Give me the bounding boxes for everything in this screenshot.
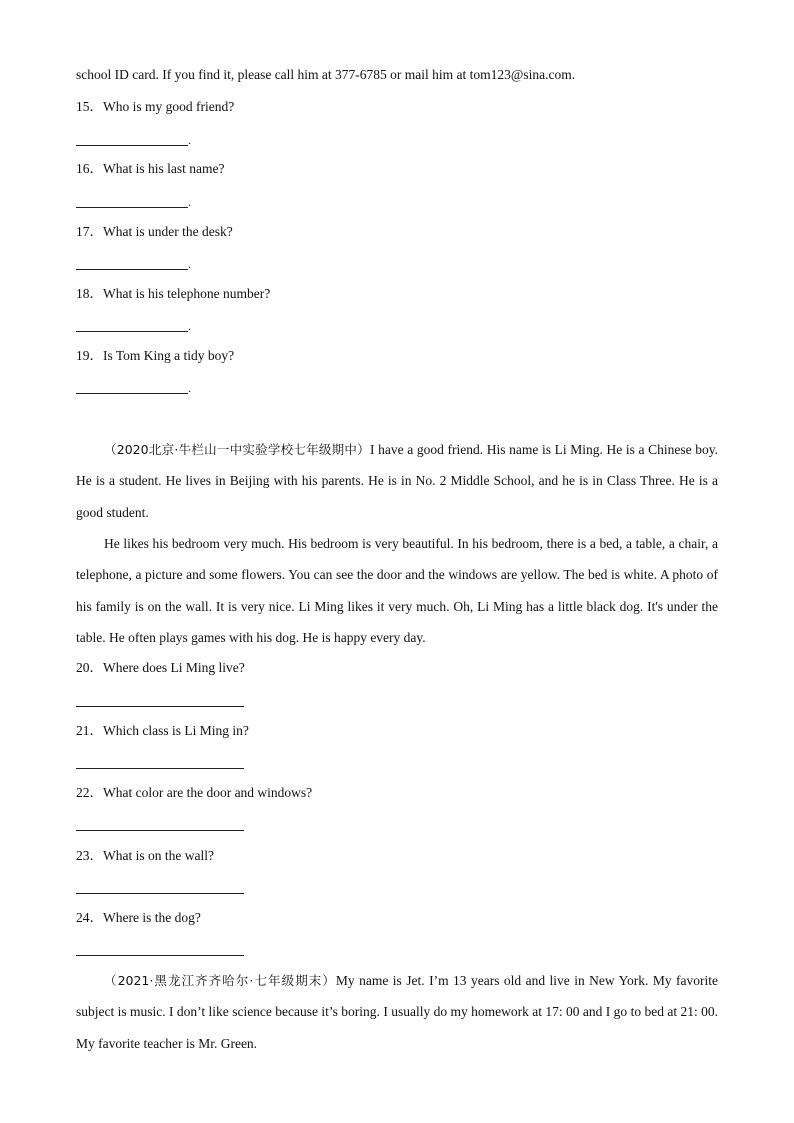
intro-tail-text: school ID card. If you find it, please call him at 377-6785 or mail him at tom123@sina.com. bbox=[76, 67, 576, 82]
passage-2-paragraph-1: （2020北京·牛栏山一中实验学校七年级期中）I have a good friend. His name is Li Ming. He is a Chinese boy. He is a student. He lives in Beijing with his parents. He is in No. 2 Middle School, and he is in Class Three. He is a good student. bbox=[76, 442, 718, 520]
question-17: 17．What is under the desk? bbox=[76, 224, 233, 239]
passage-2-source: （2020北京·牛栏山一中实验学校七年级期中） bbox=[104, 442, 370, 457]
question-19: 19．Is Tom King a tidy boy? bbox=[76, 348, 235, 363]
passage-3-paragraph-1: （2021·黑龙江齐齐哈尔·七年级期末）My name is Jet. I’m 13 years old and live in New York. My favorite subject is music. I don’t like science because it’s boring. I usually do my homework at 17: 00 and I go to bed at 21: 00. My favorite teacher is Mr. Green. bbox=[76, 973, 718, 1051]
question-23: 23．What is on the wall? bbox=[76, 848, 214, 863]
question-20: 20．Where does Li Ming live? bbox=[76, 660, 245, 675]
question-16: 16．What is his last name? bbox=[76, 161, 225, 176]
passage-3-source: （2021·黑龙江齐齐哈尔·七年级期末） bbox=[104, 973, 336, 988]
question-22: 22．What color are the door and windows? bbox=[76, 785, 313, 800]
question-21: 21．Which class is Li Ming in? bbox=[76, 723, 249, 738]
question-24: 24．Where is the dog? bbox=[76, 910, 201, 925]
question-18: 18．What is his telephone number? bbox=[76, 286, 271, 301]
question-15: 15．Who is my good friend? bbox=[76, 99, 235, 114]
passage-2-paragraph-2: He likes his bedroom very much. His bedroom is very beautiful. In his bedroom, there is a bed, a table, a chair, a telephone, a picture and some flowers. You can see the door and the windows are yellow. The bed is white. A photo of his family is on the wall. It is very nice. Li Ming likes it very much. Oh, Li Ming has a little black dog. It's under the table. He often plays games with his dog. He is happy every day. bbox=[76, 536, 718, 645]
